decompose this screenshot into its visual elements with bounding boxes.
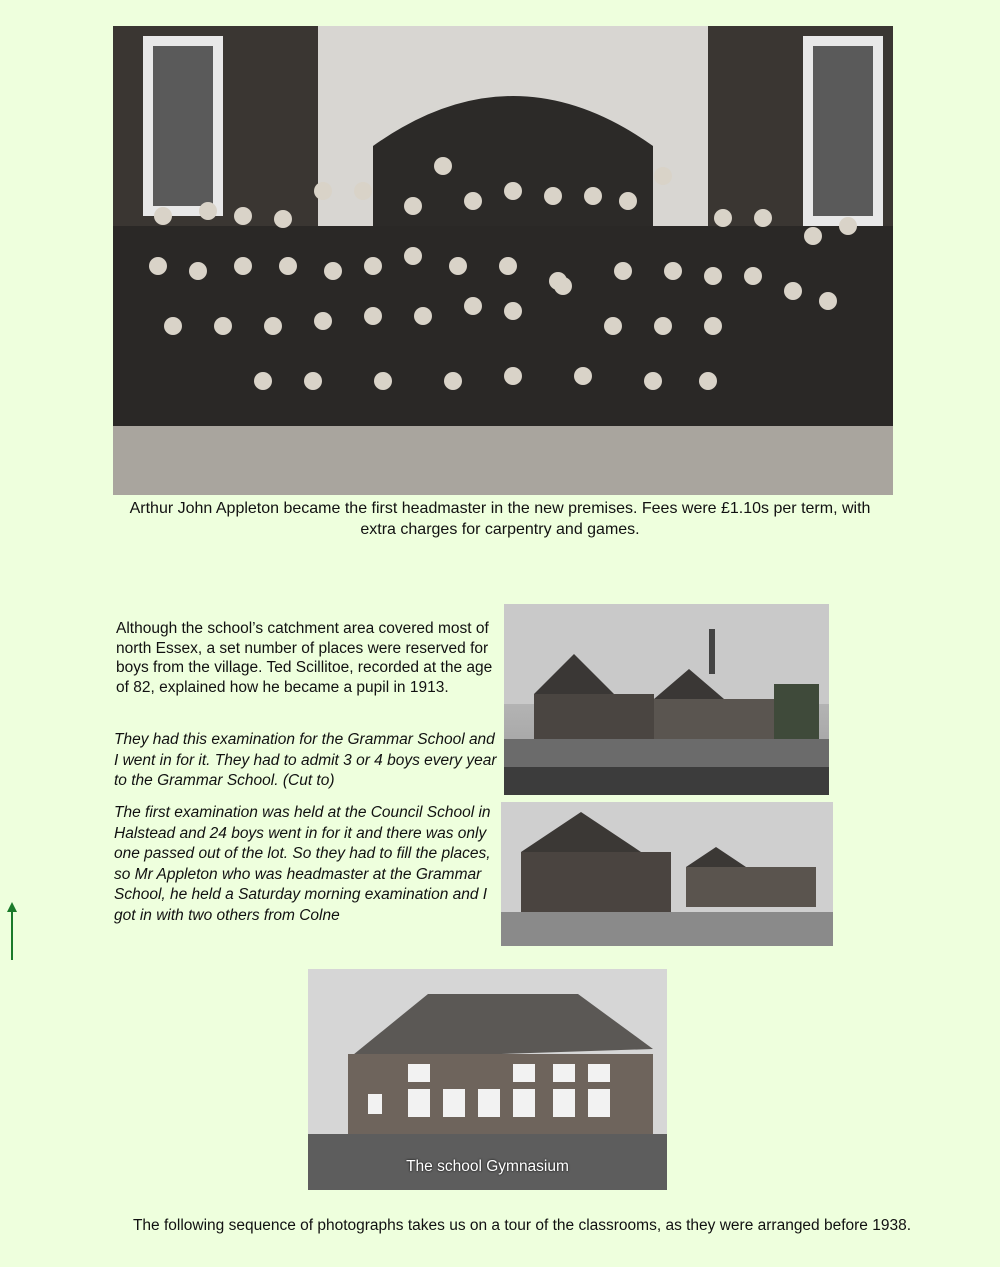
quote-paragraph-2: The first examination was held at the Council School in Halstead and 24 boys went in for it and there was only one passed out of the lot. So they had to fill the places, so Mr Appleton who was headmaster at the Grammar School, he held a Saturday morning examination and I got in with two others from Colne [114, 804, 491, 924]
up-arrow-icon[interactable] [5, 900, 19, 962]
gymnasium-caption: The school Gymnasium [406, 1158, 569, 1175]
quote-paragraph-1: They had this examination for the Grammar School and I went in for it. They had to admit 3 or 4 boys every year to the Grammar School. (Cut to) [114, 731, 497, 789]
intro-paragraph: Although the school’s catchment area covered most of north Essex, a set number of places were reserved for boys from the village. Ted Scillitoe, recorded at the age of 82, explained how he became a pupil in 1913. [116, 620, 493, 696]
group-photo-caption: Arthur John Appleton became the first headmaster in the new premises. Fees were £1.10s per term, with extra charges for carpentry and games. [129, 500, 871, 538]
footer-paragraph: The following sequence of photographs takes us on a tour of the classrooms, as they were arranged before 1938. [132, 1217, 912, 1234]
group-photo [113, 26, 893, 495]
school-house-photo [501, 802, 833, 946]
school-building-photo [504, 604, 829, 795]
gymnasium-photo [308, 969, 667, 1190]
